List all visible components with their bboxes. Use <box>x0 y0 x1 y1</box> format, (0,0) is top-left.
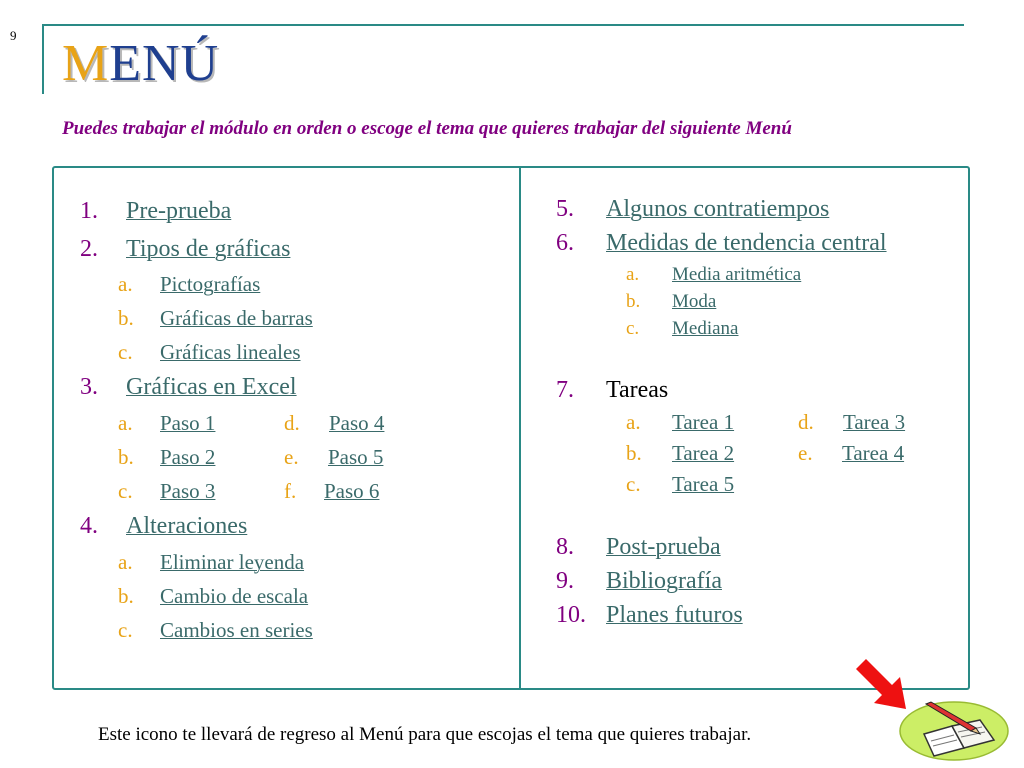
page-title <box>62 35 220 92</box>
link-algunos-contratiempos[interactable]: Algunos contratiempos <box>606 196 830 222</box>
link-eliminar-leyenda[interactable]: Eliminar leyenda <box>160 550 305 574</box>
sub-letter: a. <box>118 550 133 574</box>
link-pre-prueba[interactable]: Pre-prueba <box>126 198 232 224</box>
link-tipos-de-graficas[interactable]: Tipos de gráficas <box>126 236 291 262</box>
item-number: 6. <box>556 230 574 256</box>
item-number: 3. <box>80 374 98 400</box>
book-pencil-icon[interactable] <box>898 700 1010 762</box>
sub-letter: c. <box>118 340 133 364</box>
slide-number: 9 <box>10 28 17 43</box>
sub-letter: c. <box>626 318 640 339</box>
title-rest: ENÚ <box>109 35 220 92</box>
item-number: 2. <box>80 236 98 262</box>
link-paso-6[interactable]: Paso 6 <box>324 479 380 503</box>
top-accent-line <box>42 24 964 26</box>
link-paso-4[interactable]: Paso 4 <box>329 411 385 435</box>
link-tarea-2[interactable]: Tarea 2 <box>672 441 735 465</box>
sub-letter: e. <box>284 445 299 469</box>
link-tarea-3[interactable]: Tarea 3 <box>843 410 906 434</box>
link-tarea-1[interactable]: Tarea 1 <box>672 410 735 434</box>
sub-letter: a. <box>118 272 133 296</box>
link-graficas-lineales[interactable]: Gráficas lineales <box>160 340 301 364</box>
link-moda[interactable]: Moda <box>672 291 717 312</box>
link-tarea-5[interactable]: Tarea 5 <box>672 472 735 496</box>
left-accent-line <box>42 24 44 94</box>
sub-letter: c. <box>118 618 133 642</box>
sub-letter: a. <box>118 411 133 435</box>
link-bibliografia[interactable]: Bibliografía <box>606 568 722 594</box>
footer-note: Este icono te llevará de regreso al Menú para que escojas el tema que quieres trabajar. <box>98 724 752 745</box>
sub-letter: d. <box>798 410 814 434</box>
link-graficas-de-barras[interactable]: Gráficas de barras <box>160 306 313 330</box>
sub-letter: b. <box>626 441 642 465</box>
item-number: 9. <box>556 568 574 594</box>
item-number: 4. <box>80 513 98 539</box>
sub-letter: a. <box>626 410 641 434</box>
menu-column-divider <box>519 166 521 690</box>
item-number: 8. <box>556 534 574 560</box>
sub-letter: c. <box>626 472 641 496</box>
link-mediana[interactable]: Mediana <box>672 318 739 339</box>
item-number: 10. <box>556 602 586 628</box>
link-media-aritmetica[interactable]: Media aritmética <box>672 264 802 285</box>
item-number: 5. <box>556 196 574 222</box>
subtitle: Puedes trabajar el módulo en orden o escoge el tema que quieres trabajar del siguiente Menú <box>62 118 792 139</box>
sub-letter: e. <box>798 441 813 465</box>
link-medidas-de-tendencia-central[interactable]: Medidas de tendencia central <box>606 230 887 256</box>
link-pictografias[interactable]: Pictografías <box>160 272 261 296</box>
link-post-prueba[interactable]: Post-prueba <box>606 534 721 560</box>
link-paso-3[interactable]: Paso 3 <box>160 479 216 503</box>
item-number: 7. <box>556 377 574 403</box>
sub-letter: b. <box>626 291 641 312</box>
link-graficas-en-excel[interactable]: Gráficas en Excel <box>126 374 297 400</box>
link-cambios-en-series[interactable]: Cambios en series <box>160 618 313 642</box>
sub-letter: d. <box>284 411 300 435</box>
sub-letter: c. <box>118 479 133 503</box>
item-number: 1. <box>80 198 98 224</box>
link-paso-1[interactable]: Paso 1 <box>160 411 216 435</box>
sub-letter: f. <box>284 479 297 503</box>
tareas-heading: Tareas <box>606 377 669 403</box>
link-paso-5[interactable]: Paso 5 <box>328 445 384 469</box>
sub-letter: b. <box>118 584 134 608</box>
sub-letter: b. <box>118 445 134 469</box>
title-first-letter: M <box>62 35 110 92</box>
sub-letter: a. <box>626 264 640 285</box>
sub-letter: b. <box>118 306 134 330</box>
link-planes-futuros[interactable]: Planes futuros <box>606 602 743 628</box>
link-alteraciones[interactable]: Alteraciones <box>126 513 248 539</box>
link-cambio-de-escala[interactable]: Cambio de escala <box>160 584 309 608</box>
link-paso-2[interactable]: Paso 2 <box>160 445 216 469</box>
link-tarea-4[interactable]: Tarea 4 <box>842 441 905 465</box>
